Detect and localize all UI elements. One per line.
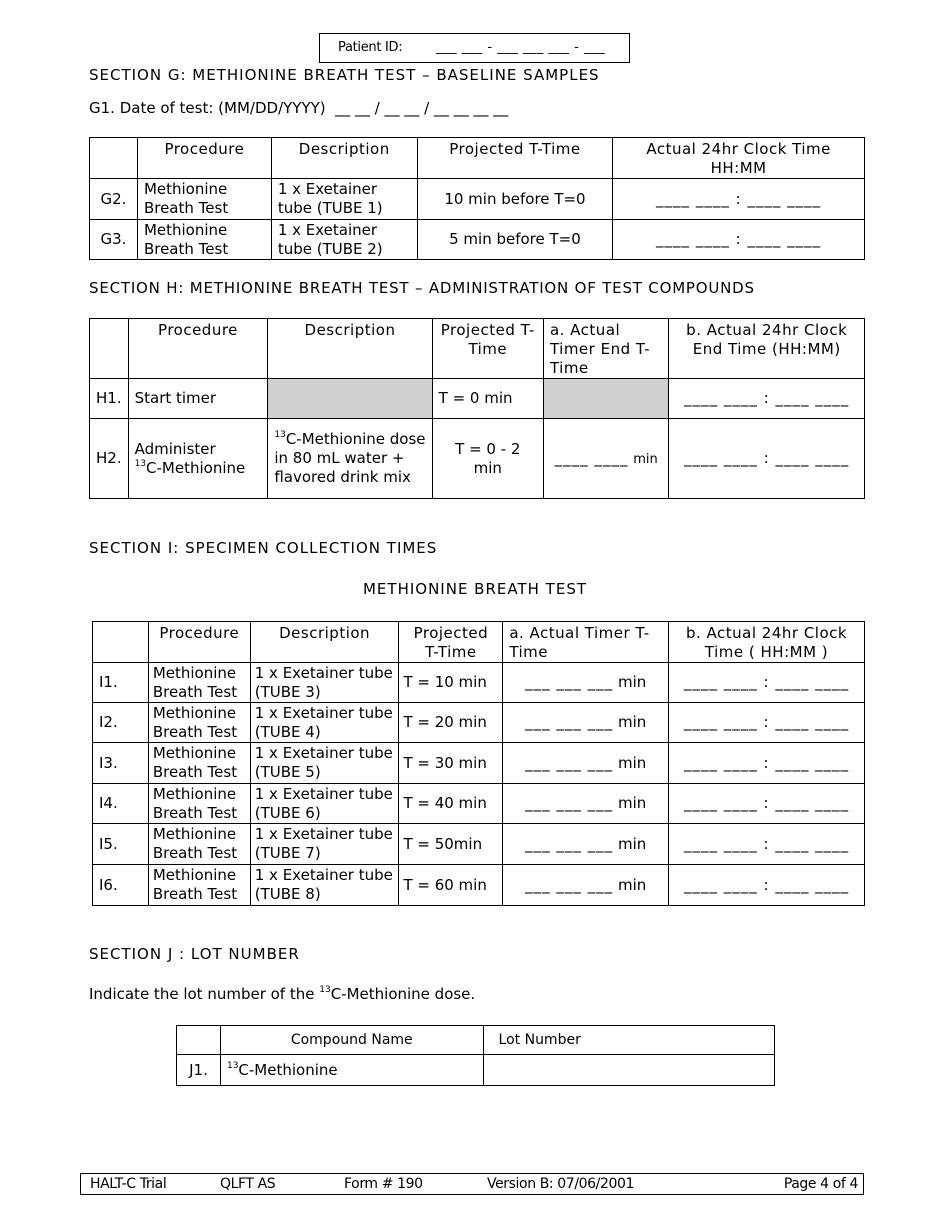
h-header-blank	[90, 319, 129, 379]
row-timer-shaded	[543, 379, 669, 419]
i-header-projected: Projected T-Time	[399, 622, 503, 663]
row-procedure: Methionine Breath Test	[137, 220, 271, 260]
row-id: J1.	[177, 1055, 221, 1086]
timer-blanks[interactable]: ___ ___ ___	[525, 875, 614, 894]
section-i-title: SECTION I: SPECIMEN COLLECTION TIMES	[89, 539, 438, 557]
row-clock-field[interactable]: ____ ____ : ____ ____	[669, 703, 865, 743]
row-projected: T = 20 min	[399, 703, 503, 743]
row-clock-field[interactable]: ____ ____ : ____ ____	[669, 865, 865, 906]
i-header-blank	[93, 622, 149, 663]
g-header-projected: Projected T-Time	[417, 138, 613, 179]
timer-unit: min	[617, 753, 647, 772]
table-row	[93, 824, 865, 865]
g1-date-label: G1. Date of test: (MM/DD/YYYY)	[89, 99, 326, 117]
isotope-sup: 13	[319, 985, 331, 995]
row-procedure: Methionine Breath Test	[148, 703, 250, 743]
row-timer-field[interactable]	[503, 703, 669, 743]
row-timer-field[interactable]	[503, 824, 669, 865]
row-actual-field[interactable]: ____ ____ : ____ ____	[613, 179, 865, 220]
instruction-post: C-Methionine dose.	[330, 985, 476, 1003]
timer-blanks[interactable]: ___ ___ ___	[525, 834, 614, 853]
row-projected: T = 0 - 2 min	[432, 419, 543, 499]
i-header-procedure: Procedure	[148, 622, 250, 663]
g-header-procedure: Procedure	[137, 138, 271, 179]
row-id: G3.	[90, 220, 138, 260]
row-projected: T = 40 min	[399, 784, 503, 824]
table-row	[93, 743, 865, 784]
row-id: I4.	[93, 784, 149, 824]
row-procedure: Start timer	[128, 379, 268, 419]
h-header-projected: Projected T-Time	[432, 319, 543, 379]
section-j-table	[176, 1025, 775, 1086]
table-row	[90, 419, 865, 499]
section-j-instruction	[89, 985, 475, 1003]
isotope-sup: 13	[226, 1060, 239, 1071]
row-timer-field[interactable]	[503, 784, 669, 824]
row-id: I6.	[93, 865, 149, 906]
row-description: 1 x Exetainer tube (TUBE 5)	[250, 743, 399, 784]
timer-unit: min	[617, 834, 647, 853]
row-id: I3.	[93, 743, 149, 784]
table-row	[93, 784, 865, 824]
timer-unit: min	[633, 451, 658, 467]
table-row	[90, 179, 865, 220]
procedure-pre: Administer	[134, 439, 216, 458]
timer-blanks[interactable]: ___ ___ ___	[525, 713, 614, 731]
row-projected: T = 10 min	[399, 663, 503, 703]
row-clock-field[interactable]: ____ ____ : ____ ____	[669, 663, 865, 703]
row-compound	[220, 1055, 483, 1086]
isotope-sup: 13	[134, 458, 147, 469]
table-row	[93, 663, 865, 703]
g1-date-row	[89, 99, 508, 117]
row-timer-field[interactable]	[503, 865, 669, 906]
row-timer-field[interactable]	[503, 663, 669, 703]
description-text: C-Methionine dose in 80 mL water + flavored drink mix	[274, 430, 426, 486]
g-header-actual: Actual 24hr Clock Time HH:MM	[613, 138, 865, 179]
footer-trial: HALT-C Trial	[90, 1176, 167, 1192]
footer-page: Page 4 of 4	[783, 1176, 858, 1192]
row-projected: 5 min before T=0	[417, 220, 613, 260]
footer-form-number: Form # 190	[344, 1176, 423, 1192]
row-id: H2.	[90, 419, 129, 499]
j-header-compound: Compound Name	[220, 1026, 483, 1055]
h-header-description: Description	[268, 319, 432, 379]
row-clock-field[interactable]: ____ ____ : ____ ____	[669, 743, 865, 784]
footer	[80, 1173, 864, 1195]
j-header-blank	[177, 1026, 221, 1055]
g-header-description: Description	[271, 138, 417, 179]
lot-number-field[interactable]	[483, 1055, 774, 1086]
row-clock-field[interactable]: ____ ____ : ____ ____	[669, 824, 865, 865]
table-row	[93, 865, 865, 906]
timer-blanks[interactable]: ___ ___ ___	[525, 753, 614, 772]
section-g-table	[89, 137, 865, 260]
row-description-shaded	[268, 379, 432, 419]
row-procedure	[128, 419, 268, 499]
section-h-title: SECTION H: METHIONINE BREATH TEST – ADMINISTRATION OF TEST COMPOUNDS	[89, 279, 755, 297]
j-header-lot: Lot Number	[483, 1026, 774, 1055]
patient-id-field[interactable]: ___ ___ - ___ ___ ___ - ___	[436, 40, 605, 55]
row-description: 1 x Exetainer tube (TUBE 3)	[250, 663, 399, 703]
row-projected: T = 60 min	[399, 865, 503, 906]
row-procedure: Methionine Breath Test	[148, 865, 250, 906]
row-description: 1 x Exetainer tube (TUBE 1)	[271, 179, 417, 220]
row-projected: 10 min before T=0	[417, 179, 613, 220]
i-header-timer: a. Actual Timer T-Time	[503, 622, 669, 663]
row-timer-field[interactable]	[503, 743, 669, 784]
isotope-sup: 13	[274, 430, 286, 440]
h-header-procedure: Procedure	[128, 319, 268, 379]
timer-blanks[interactable]: ___ ___ ___	[525, 673, 614, 691]
timer-unit: min	[617, 673, 647, 691]
compound-name: C-Methionine	[238, 1060, 338, 1079]
section-i-subtitle: METHIONINE BREATH TEST	[362, 580, 588, 598]
row-actual-field[interactable]: ____ ____ : ____ ____	[613, 220, 865, 260]
row-description: 1 x Exetainer tube (TUBE 8)	[250, 865, 399, 906]
row-procedure: Methionine Breath Test	[148, 824, 250, 865]
timer-unit: min	[617, 794, 647, 812]
row-procedure: Methionine Breath Test	[148, 663, 250, 703]
row-description: 1 x Exetainer tube (TUBE 7)	[250, 824, 399, 865]
table-row	[90, 379, 865, 419]
row-description: 1 x Exetainer tube (TUBE 4)	[250, 703, 399, 743]
row-id: I5.	[93, 824, 149, 865]
row-clock-field[interactable]: ____ ____ : ____ ____	[669, 784, 865, 824]
row-id: I2.	[93, 703, 149, 743]
timer-blanks[interactable]: ___ ___ ___	[525, 794, 614, 812]
footer-version: Version B: 07/06/2001	[487, 1176, 634, 1192]
row-id: I1.	[93, 663, 149, 703]
row-procedure: Methionine Breath Test	[148, 784, 250, 824]
row-id: H1.	[90, 379, 129, 419]
row-procedure: Methionine Breath Test	[148, 743, 250, 784]
patient-id-label: Patient ID:	[338, 40, 403, 55]
g-header-blank	[90, 138, 138, 179]
row-projected: T = 50min	[399, 824, 503, 865]
g1-date-field[interactable]: __ __ / __ __ / __ __ __ __	[335, 99, 509, 117]
row-description: 1 x Exetainer tube (TUBE 2)	[271, 220, 417, 260]
i-header-description: Description	[250, 622, 399, 663]
procedure-post: C-Methionine	[146, 458, 246, 477]
timer-blanks[interactable]: ____ ____	[554, 448, 629, 467]
section-j-title: SECTION J : LOT NUMBER	[89, 945, 300, 963]
row-procedure: Methionine Breath Test	[137, 179, 271, 220]
row-clock-field[interactable]: ____ ____ : ____ ____	[669, 379, 865, 419]
row-clock-field[interactable]: ____ ____ : ____ ____	[669, 419, 865, 499]
patient-id-box	[319, 33, 630, 63]
row-description: 1 x Exetainer tube (TUBE 6)	[250, 784, 399, 824]
row-projected: T = 30 min	[399, 743, 503, 784]
section-g-title: SECTION G: METHIONINE BREATH TEST – BASELINE SAMPLES	[89, 66, 600, 84]
h-header-clock: b. Actual 24hr Clock End Time (HH:MM)	[669, 319, 865, 379]
section-i-table	[92, 621, 865, 906]
table-row	[93, 703, 865, 743]
footer-form-code: QLFT AS	[220, 1176, 276, 1192]
table-row	[90, 220, 865, 260]
row-projected: T = 0 min	[432, 379, 543, 419]
row-timer-field[interactable]	[543, 419, 669, 499]
row-id: G2.	[90, 179, 138, 220]
h-header-timer: a. Actual Timer End T-Time	[543, 319, 669, 379]
i-header-clock: b. Actual 24hr Clock Time ( HH:MM )	[669, 622, 865, 663]
row-description	[268, 419, 432, 499]
timer-unit: min	[617, 713, 647, 731]
timer-unit: min	[617, 875, 647, 894]
table-row	[177, 1055, 775, 1086]
instruction-pre: Indicate the lot number of the	[89, 985, 315, 1003]
section-h-table	[89, 318, 865, 499]
